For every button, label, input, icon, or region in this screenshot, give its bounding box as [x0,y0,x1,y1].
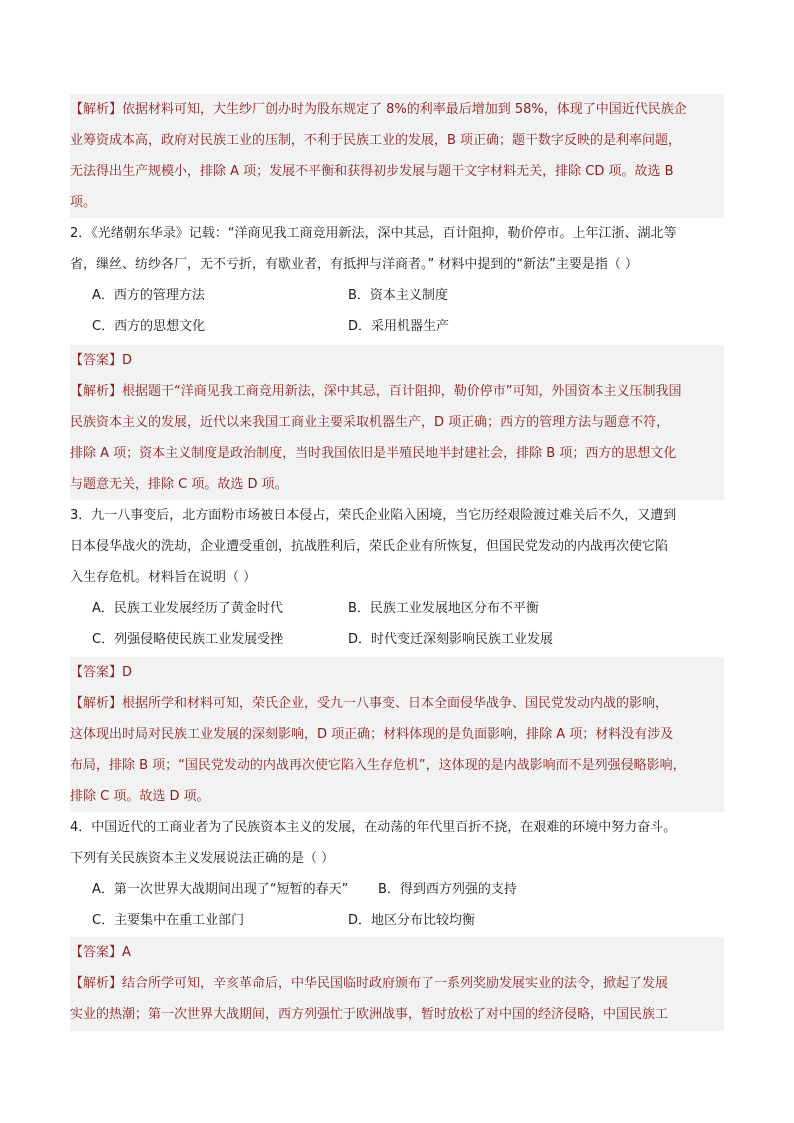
q3-stem-line-1: 3．九一八事变后，北方面粉市场被日本侵占，荣氏企业陷入困境，当它历经艰险渡过难关后不久，又遭到 [70,508,677,523]
q2-option-b: B．资本主义制度 [348,288,448,303]
q4-option-a: A．第一次世界大战期间出现了“短暂的春天” [92,882,349,897]
q2-option-d: D．采用机器生产 [348,319,450,334]
q3-option-c: C．列强侵略使民族工业发展受挫 [92,632,284,647]
q4-option-b: B．得到西方列强的支持 [378,882,517,897]
q3-option-b: B．民族工业发展地区分布不平衡 [348,601,539,616]
q1-analysis-line-4: 项。 [70,195,97,210]
q3-stem-line-2: 日本侵华战火的洗劫，企业遭受重创，抗战胜利后，荣氏企业有所恢复，但国民党发动的内战再次使它陷 [70,539,669,554]
q4-answer: 【答案】A [70,945,131,960]
q4-stem-line-1: 4．中国近代的工商业者为了民族资本主义的发展，在动荡的年代里百折不挠，在艰难的环境中努力奋斗。 [70,820,677,835]
q2-analysis-line-2: 民族资本主义的发展，近代以来我国工商业主要采取机器生产，D 项正确；西方的管理方法与题意不符， [70,415,670,430]
q4-option-c: C．主要集中在重工业部门 [92,913,245,928]
q1-analysis-line-1: 【解析】依据材料可知，大生纱厂创办时为股东规定了 8%的利率最后增加到 58%，体现了中国近代民族企 [70,102,687,117]
q2-stem-line-2: 省，缫丝、纺纱各厂，无不亏折，有歇业者，有抵押与洋商者。” 材料中提到的“新法”主要是指（ ） [70,257,638,272]
q3-option-d: D．时代变迁深刻影响民族工业发展 [348,632,554,647]
q2-analysis-line-4: 与题意无关，排除 C 项。故选 D 项。 [70,477,288,492]
q2-analysis-line-3: 排除 A 项；资本主义制度是政治制度，当时我国依旧是半殖民地半封建社会，排除 B 项；西方的思想文化 [70,446,677,461]
q4-option-d: D．地区分布比较均衡 [348,913,476,928]
q2-option-c: C．西方的思想文化 [92,319,206,334]
q1-analysis-line-3: 无法得出生产规模小，排除 A 项；发展不平衡和获得初步发展与题干文字材料无关，排除 CD 项。故选 B [70,164,674,179]
q2-stem-line-1: 2．《光绪朝东华录》记载：“洋商见我工商竞用新法，深中其忌，百计阻抑，勒价停市。上年江浙、湖北等 [70,226,677,241]
q1-analysis-line-2: 业筹资成本高，政府对民族工业的压制，不利于民族工业的发展，B 项正确；题干数字反映的是利率问题， [70,133,682,148]
q2-option-a: A．西方的管理方法 [92,288,205,303]
q3-stem-line-3: 入生存危机。材料旨在说明（ ） [70,570,257,585]
q4-stem-line-2: 下列有关民族资本主义发展说法正确的是（ ） [70,851,335,866]
q3-option-a: A．民族工业发展经历了黄金时代 [92,601,283,616]
q2-analysis-line-1: 【解析】根据题干“洋商见我工商竞用新法，深中其忌，百计阻抑，勒价停市”可知，外国资本主义压制我国 [70,384,682,399]
q2-answer: 【答案】D [70,353,133,368]
q4-analysis-line-1: 【解析】结合所学可知，辛亥革命后，中华民国临时政府颁布了一系列奖励发展实业的法令，掀起了发展 [70,976,669,991]
q3-analysis-line-3: 布局，排除 B 项；“国民党发动的内战再次使它陷入生存危机”，这体现的是内战影响而不是列强侵略影响， [70,758,686,773]
q3-analysis-line-2: 这体现出时局对民族工业发展的深刻影响，D 项正确；材料体现的是负面影响，排除 A 项；材料没有涉及 [70,727,674,742]
q3-analysis-line-1: 【解析】根据所学和材料可知，荣氏企业，受九一八事变、日本全面侵华战争、国民党发动内战的影响， [70,696,669,711]
q3-answer: 【答案】D [70,665,133,680]
q3-analysis-line-4: 排除 C 项。故选 D 项。 [70,789,210,804]
q4-analysis-line-2: 实业的热潮；第一次世界大战期间，西方列强忙于欧洲战事，暂时放松了对中国的经济侵略，中国民族工 [70,1007,669,1022]
